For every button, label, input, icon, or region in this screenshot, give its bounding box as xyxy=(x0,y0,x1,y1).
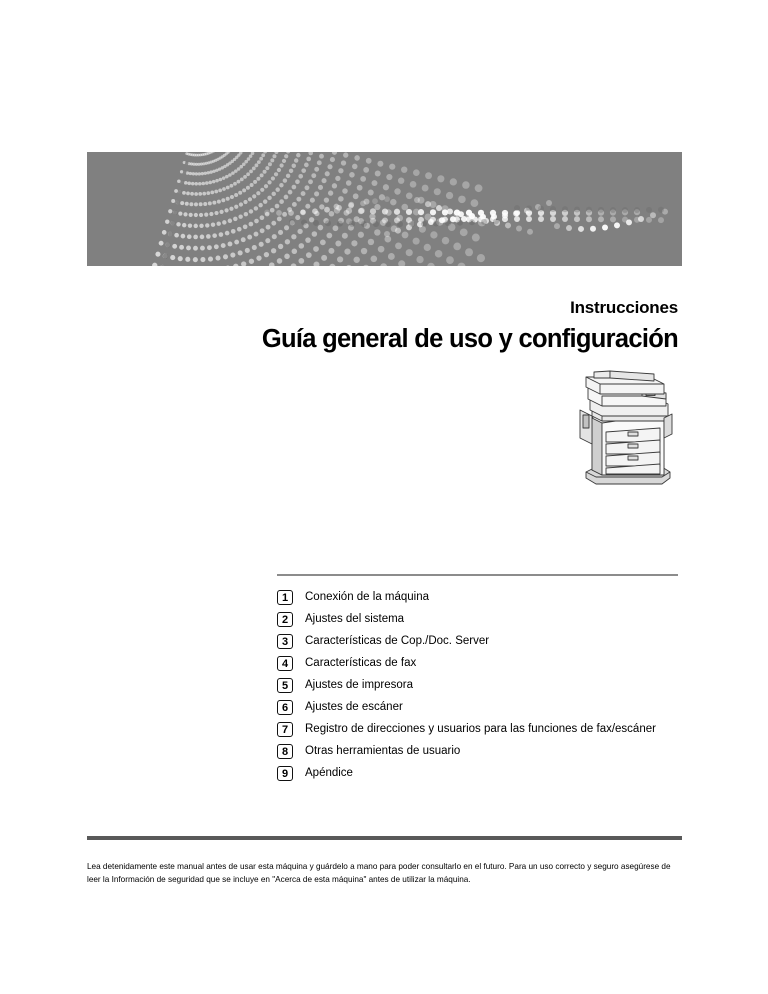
list-item xyxy=(277,586,697,608)
footer-rule xyxy=(87,836,682,840)
chapter-label: Otras herramientas de usuario xyxy=(305,744,461,757)
chapter-label: Características de fax xyxy=(305,656,417,669)
list-item xyxy=(277,652,697,674)
halftone-dot-banner xyxy=(87,152,682,266)
list-item xyxy=(277,608,697,630)
banner-dot-pattern xyxy=(87,152,682,266)
list-item xyxy=(277,762,697,784)
chapter-label: Registro de direcciones y usuarios para las funciones de fax/escáner xyxy=(305,722,656,735)
chapter-number-badge: 9 xyxy=(277,766,293,781)
list-item xyxy=(277,674,697,696)
document-kicker: Instrucciones xyxy=(570,298,678,317)
chapter-list xyxy=(277,586,697,784)
list-item xyxy=(277,718,697,740)
list-item xyxy=(277,630,697,652)
chapter-label: Apéndice xyxy=(305,766,353,779)
chapter-label: Ajustes de impresora xyxy=(305,678,414,691)
chapter-number-badge: 5 xyxy=(277,678,293,693)
footer-note: Lea detenidamente este manual antes de usar esta máquina y guárdelo a mano para poder consultarlo en el futuro. Para un uso correcto y seguro asegúrese de leer la Información de seguridad que se incluye en "Acerca de esta máquina" antes de utilizar la máquina. xyxy=(87,862,671,885)
chapter-number-badge: 4 xyxy=(277,656,293,671)
list-item xyxy=(277,740,697,762)
title-block xyxy=(200,298,678,354)
chapter-list-rule xyxy=(277,574,678,576)
chapter-number-badge: 6 xyxy=(277,700,293,715)
chapter-label: Ajustes de escáner xyxy=(305,700,403,713)
chapter-number-badge: 7 xyxy=(277,722,293,737)
chapter-label: Características de Cop./Doc. Server xyxy=(305,634,490,647)
chapter-number-badge: 8 xyxy=(277,744,293,759)
chapter-number-badge: 3 xyxy=(277,634,293,649)
multifunction-printer-illustration xyxy=(566,366,678,498)
chapter-number-badge: 1 xyxy=(277,590,293,605)
chapter-label: Ajustes del sistema xyxy=(305,612,405,625)
chapter-label: Conexión de la máquina xyxy=(305,590,430,603)
chapter-number-badge: 2 xyxy=(277,612,293,627)
printer-line-art xyxy=(566,366,678,498)
list-item xyxy=(277,696,697,718)
page-title: Guía general de uso y configuración xyxy=(261,325,678,353)
